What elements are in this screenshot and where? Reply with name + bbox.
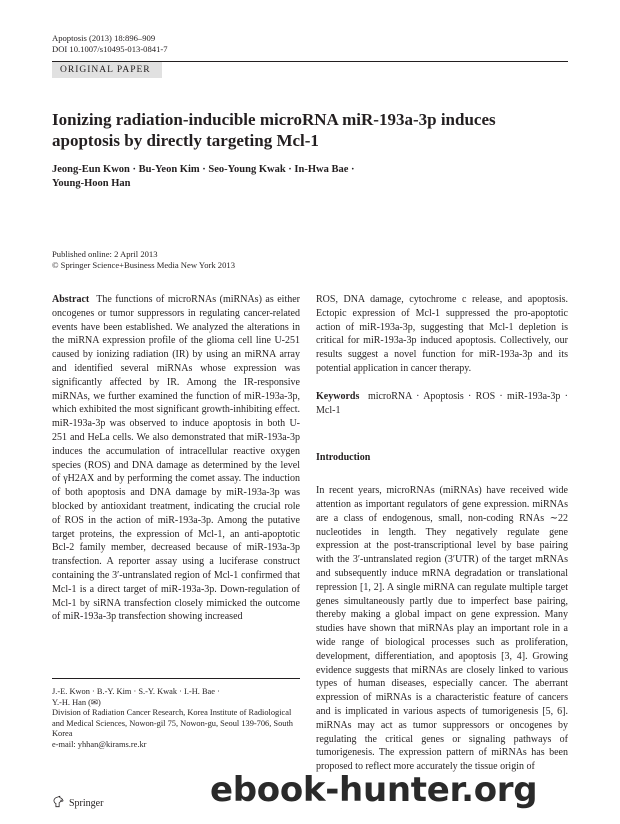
keywords-text: microRNA · Apoptosis · ROS · miR-193a-3p · Mcl-1 xyxy=(316,390,568,416)
publisher-name: Springer xyxy=(69,797,104,809)
published-date: Published online: 2 April 2013 xyxy=(52,249,158,259)
corresponding-author: Y.-H. Han (✉) xyxy=(52,697,101,707)
journal-meta xyxy=(52,33,168,55)
keywords-label: Keywords xyxy=(316,390,360,402)
section-tag: ORIGINAL PAPER xyxy=(52,62,162,78)
footnote-rule xyxy=(52,678,300,679)
copyright: © Springer Science+Business Media New York 2013 xyxy=(52,260,235,270)
journal-citation: Apoptosis (2013) 18:896–909 xyxy=(52,33,156,43)
author-list: Jeong-Eun Kwon · Bu-Yeon Kim · Seo-Young Kwak · In-Hwa Bae · Young-Hoon Han xyxy=(52,164,355,189)
paper-title: Ionizing radiation-inducible microRNA miR-193a-3p induces apoptosis by directly targeting Mcl-1 xyxy=(52,110,496,150)
watermark: ebook-hunter.org xyxy=(210,770,538,810)
right-column xyxy=(316,293,568,774)
abstract-label: Abstract xyxy=(52,294,90,305)
affiliation-footnote xyxy=(52,687,300,751)
email[interactable]: e-mail: yhhan@kirams.re.kr xyxy=(52,739,147,749)
publication-info xyxy=(52,249,235,271)
introduction-text: In recent years, microRNAs (miRNAs) have received wide attention as important regulators of gene expression. miRNAs are a class of endogenous, small, non-coding RNAs ∼22 nucleotides in length. They negatively regulate gene expression at the post-transcriptional level by base pairing with the 3′-untranslated region (3′UTR) of the target mRNAs and subsequently induce mRNA degradation or translational repression [1, 2]. A single miRNA can regulate multiple target genes simultaneously partly due to imperfect base pairing, thereby making a global impact on gene expression. Many studies have shown that miRNAs play an important role in a wide range of biological processes such as proliferation, development, differentiation, and apoptosis [3, 4]. Growing evidence suggests that miRNAs are closely linked to various types of human diseases, especially cancer. The aberrant expression of miRNAs is a characteristic feature of cancers and is implicated in various aspects of tumorigenesis [5, 6]. miRNAs may act as tumor suppressors or oncogenes by regulating the critical genes or signaling pathways of tumorigenesis. The expression pattern of miRNAs has been proposed to reflect more accurately the tissue origin of xyxy=(316,485,568,773)
introduction-heading: Introduction xyxy=(316,452,371,464)
institution: Division of Radiation Cancer Research, Korea Institute of Radiological and Medical Sciences, Nowon-gil 75, Nowon-gu, Seoul 139-706, South Korea xyxy=(52,708,293,739)
abstract-text-left: The functions of microRNAs (miRNAs) as either oncogenes or tumor suppressors in regulating cancer-related events have been established. We analyzed the alterations in the miRNA expression profile of the glioma cell line U-251 caused by ionizing radiation (IR) by using an miRNA array and identified several miRNAs whose expression was significantly affected by IR. Among the IR-responsive miRNAs, we further examined the function of miR-193a-3p, which exhibited the most significant growth-inhibiting effect. miR-193a-3p was observed to induce apoptosis in both U-251 and HeLa cells. We also demonstrated that miR-193a-3p induces the accumulation of intracellular reactive oxygen species (ROS) and DNA damage as determined by the level of γH2AX and by performing the comet assay. The induction of both apoptosis and DNA damage by miR-193a-3p was blocked by antioxidant treatment, indicating the crucial role of ROS in the action of miR-193a-3p. Among the putative target proteins, the expression of Mcl-1, an anti-apoptotic Bcl-2 family member, decreased because of miR-193a-3p transfection. A reporter assay using a luciferase construct containing the 3′-untranslated region of Mcl-1 confirmed that Mcl-1 is a direct target of miR-193a-3p. Down-regulation of Mcl-1 by siRNA transfection closely mimicked the outcome of miR-193a-3p transfection showing increased xyxy=(52,294,300,623)
springer-horse-icon xyxy=(52,795,65,811)
affiliation-authors: J.-E. Kwon · B.-Y. Kim · S.-Y. Kwak · I.-H. Bae · xyxy=(52,687,220,696)
keywords xyxy=(316,390,568,418)
doi: DOI 10.1007/s10495-013-0841-7 xyxy=(52,44,168,54)
publisher-logo xyxy=(52,795,103,811)
abstract-column-left xyxy=(52,293,300,624)
abstract-text-right: ROS, DNA damage, cytochrome c release, and apoptosis. Ectopic expression of Mcl-1 suppressed the pro-apoptotic action of miR-193a-3p, suggesting that Mcl-1 depletion is critical for miR-193a-3p induced apoptosis. Collectively, our results suggest a novel function for miR-193a-3p and its potential application in cancer therapy. xyxy=(316,294,568,374)
